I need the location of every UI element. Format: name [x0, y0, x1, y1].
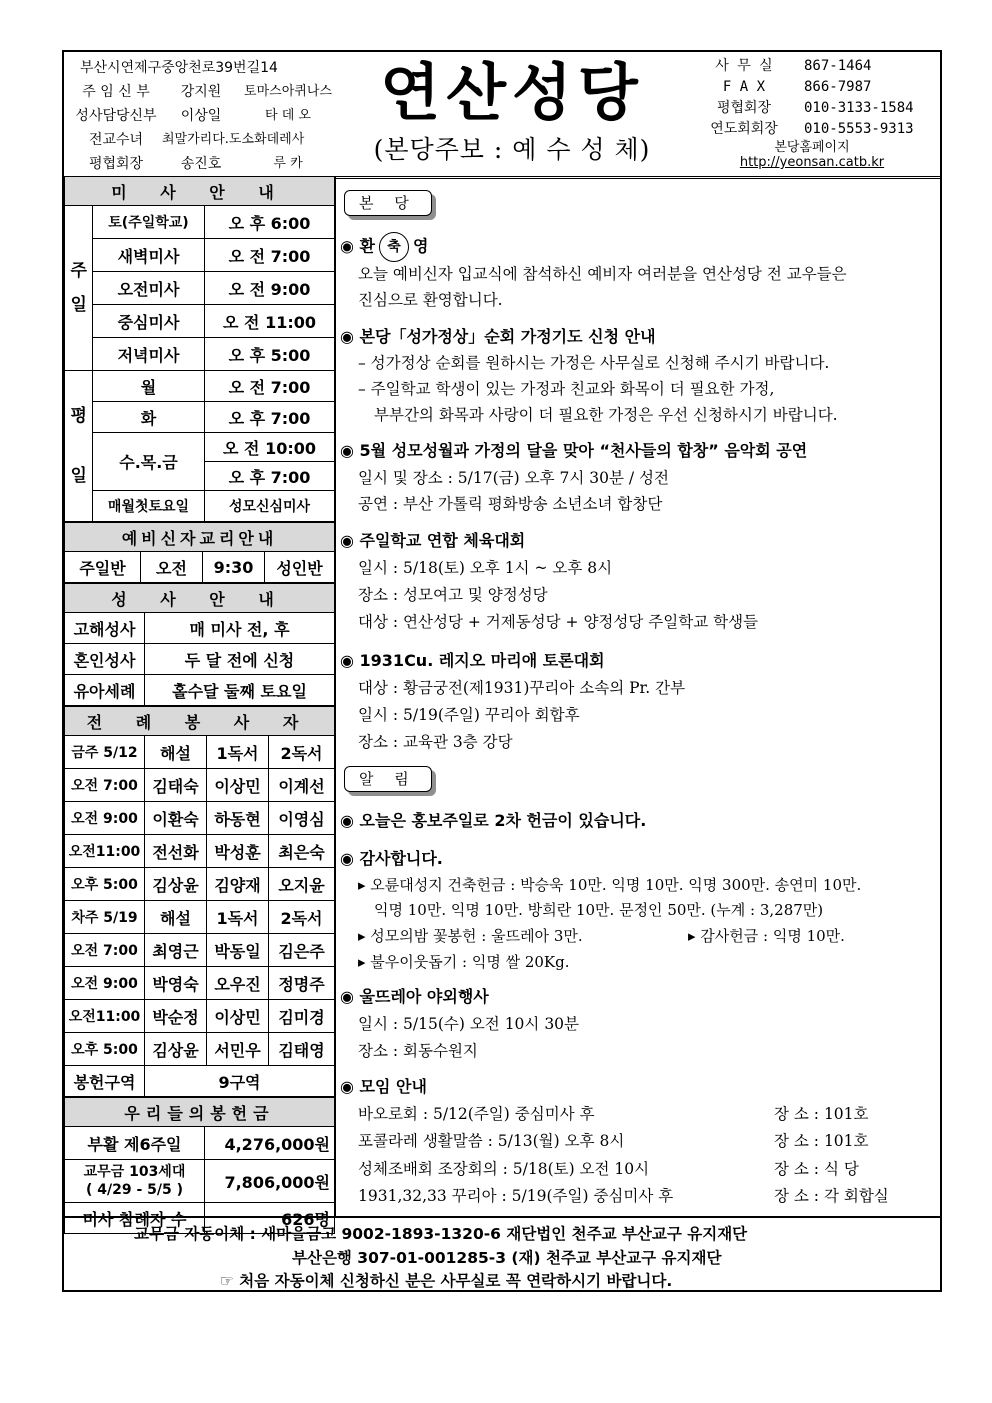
catechumen-table: 예비신자교리안내 주일반 오전 9:30 성인반	[64, 522, 335, 583]
table-row: 오전 7:00 최영근 박동일 김은주	[65, 934, 335, 967]
ultreya-title: ◉ 울뜨레아 야외행사	[340, 987, 489, 1006]
weekday-label: 평 일	[65, 371, 93, 522]
offerings-heading: 우리들의봉헌금	[65, 1098, 335, 1127]
thanks-title: ◉ 감사합니다.	[340, 849, 443, 868]
sports-title: ◉ 주일학교 연합 체육대회	[340, 531, 526, 550]
table-row: 오후 5:00 김상윤 서민우 김태영	[65, 1033, 335, 1066]
sacrament-table: 성 사 안 내 고해성사 매 미사 전, 후 혼인성사 두 달 전에 신청 유아세례 홀수달 둘째 토요일	[64, 583, 335, 706]
table-row: 차주 5/19 해설 1독서 2독서	[65, 901, 335, 934]
promo-title: ◉ 오늘은 홍보주일로 2차 헌금이 있습니다.	[340, 811, 647, 830]
news-tag: 알 림	[344, 766, 432, 792]
footer-notice-line: ☞ 처음 자동이체 신청하신 분은 사무실로 꼭 연락하시기 바랍니다.	[220, 1272, 673, 1290]
offerings-table: 우리들의봉헌금 부활 제6주일 4,276,000원 교무금 103세대 ( 4/29 - 5/5 ) 7,806,000원 미사 참례자 수 626명	[64, 1097, 335, 1234]
contact-list: 사 무 실 867-1464 F A X 866-7987 평협회장 010-3133-1584 연도회회장 010-5553-9313	[710, 58, 914, 137]
staff-row: 평협회장 송진호 루 카	[88, 156, 303, 172]
homepage	[684, 140, 940, 170]
bulletin-title: 연산성당	[380, 56, 644, 129]
bulletin-header	[64, 52, 940, 179]
table-row: 봉헌구역 9구역	[65, 1066, 335, 1097]
list-item: 바오로회 : 5/12(주일) 중심미사 후	[358, 1105, 595, 1123]
parish-info	[70, 56, 342, 176]
table-row: 오후 5:00 김상윤 김양재 오지윤	[65, 868, 335, 901]
sunday-label: 주 일	[65, 206, 93, 371]
table-row: 금주 5/12 해설 1독서 2독서	[65, 736, 335, 769]
parish-tag: 본 당	[344, 190, 432, 216]
homepage-link[interactable]: http://yeonsan.catb.kr	[739, 155, 885, 170]
concert-title: ◉ 5월 성모성월과 가정의 달을 맞아 “천사들의 합창” 음악회 공연	[340, 441, 808, 460]
schedule-column	[64, 176, 336, 1229]
notices-column: 본 당 ◉ 환 축 영 오늘 예비신자 입교식에 참석하신 예비자 여러분을 연산성당 전 교우들은 진심으로 환영합니다. ◉ 본당「성가정상」순회 가정기도 신청 안내 – 성가정상 순회를 원하시는 가정은 사무실로 신청해 주시기 바랍니다. – 주일학교 학생이 있는 가정과 친교와 화목이 더 필요한 가정, 부부간의 화목과 사랑이 더 필요한 가정은 우선 신청하시기 바랍니다. ◉ 5월 성모성월과 가정의 달을 맞아 “천사들의 합창” 음악회 공연 일시 및 장소 : 5/17(금) 오후 7시 30분 / 성전 공연 : 부산 가톨릭 평화방송 소년소녀 합창단 ◉ 주일학교 연합 체육대회 일시 : 5/18(토) 오후 1시 ~ 오후 8시 장소 : 성모여고 및 양정성당 대상 : 연산성당 + 거제동성당 + 양정성당 주일학교 학생들 ◉ 1931Cu. 레지오 마리애 토론대회 대상 : 황금궁전(제1931)꾸리아 소속의 Pr. 간부 일시 : 5/19(주일) 꾸리아 회합후 장소 : 교육관 3층 강당 알 림 ◉ 오늘은 홍보주일로 2차 헌금이 있습니다. ◉ 감사합니다. ▸ 오륜대성지 건축헌금 : 박승욱 10만. 익명 10만. 익명 300만. 송연미 10만. 익명 10만. 익명 10만. 방희란 10만. 문정인 50만. (누계 : 3,287만) ▸ 성모의밤 꽃봉헌 : 울뜨레아 3만. ▸ 감사헌금 : 익명 10만. ▸ 불우이웃돕기 : 익명 쌀 20Kg. ◉ 울뜨레아 야외행사 일시 : 5/15(수) 오전 10시 30분 장소 : 회동수원지 ◉ 모임 안내 바오로회 : 5/12(주일) 중심미사 후 장 소 : 101호 포콜라레 생활말씀 : 5/13(월) 오후 8시 장 소 : 101호 성체조배회 조장회의 : 5/18(토) 오전 10시 장 소 : 식 당 1931,32,33 꾸리아 : 5/19(주일) 중심미사 후 장 소 : 각 회합실	[336, 176, 940, 1216]
table-row: 오전11:00 박순정 이상민 김미경	[65, 1000, 335, 1033]
list-item: 성체조배회 조장회의 : 5/18(토) 오전 10시	[358, 1160, 650, 1178]
staff-row: 주 임 신 부 강지원 토마스아퀴나스	[82, 84, 332, 100]
hymn-title: ◉ 본당「성가정상」순회 가정기도 신청 안내	[340, 327, 656, 346]
table-row: 오전 9:00 박영숙 오우진 정명주	[65, 967, 335, 1000]
list-item: 1931,32,33 꾸리아 : 5/19(주일) 중심미사 후	[358, 1187, 674, 1205]
bulletin-subtitle: (본당주보 : 예 수 성 체)	[373, 135, 651, 164]
footer-transfer-line: 교무금 자동이체 : 새마을금고 9002-1893-1320-6 재단법인 천주교 부산교구 유지재단	[134, 1225, 748, 1243]
bulletin-footer	[64, 1216, 940, 1294]
meetings-title: ◉ 모임 안내	[340, 1077, 427, 1096]
table-row: 오전 7:00 김태숙 이상민 이계선	[65, 769, 335, 802]
mass-schedule-table: 미 사 안 내 주 일 토(주일학교) 오 후 6:00 새벽미사 오 전 7:00 오전미사 오 전 9:00 중심미사 오 전 11:00 저녁미사 오 후 5:00 평 일 월 오 전 7:00 화 오 후 7:00 수.목.금 오 전 10:00 오 후 7:00 매월첫토요일 성모신심미사	[64, 176, 335, 522]
table-row: 오전11:00 전선화 박성훈 최은숙	[65, 835, 335, 868]
sacrament-heading: 성 사 안 내	[65, 584, 335, 613]
footer-bank-line: 부산은행 307-01-001285-3 (재) 천주교 부산교구 유지재단	[292, 1249, 722, 1267]
servers-table	[64, 706, 335, 1097]
catechumen-heading: 예비신자교리안내	[65, 523, 335, 552]
legio-title: ◉ 1931Cu. 레지오 마리애 토론대회	[340, 651, 605, 670]
servers-heading: 전 례 봉 사 자	[65, 707, 335, 736]
mass-heading: 미 사 안 내	[65, 177, 335, 206]
bulletin-page	[62, 50, 942, 1292]
table-row: 오전 9:00 이환숙 하동현 이영심	[65, 802, 335, 835]
homepage-label: 본당홈페이지	[774, 140, 850, 155]
staff-row: 성사담당신부 이상일 타 데 오	[75, 108, 311, 124]
parish-address: 부산시연제구중앙천로39번길14	[80, 60, 278, 76]
welcome-title: ◉ 환 축 영	[340, 232, 428, 262]
staff-row: 전교수녀 최말가리다.도소화데레사	[88, 132, 305, 148]
list-item: 포콜라레 생활말씀 : 5/13(월) 오후 8시	[358, 1132, 625, 1150]
celebration-stamp-icon: 축	[379, 232, 409, 262]
